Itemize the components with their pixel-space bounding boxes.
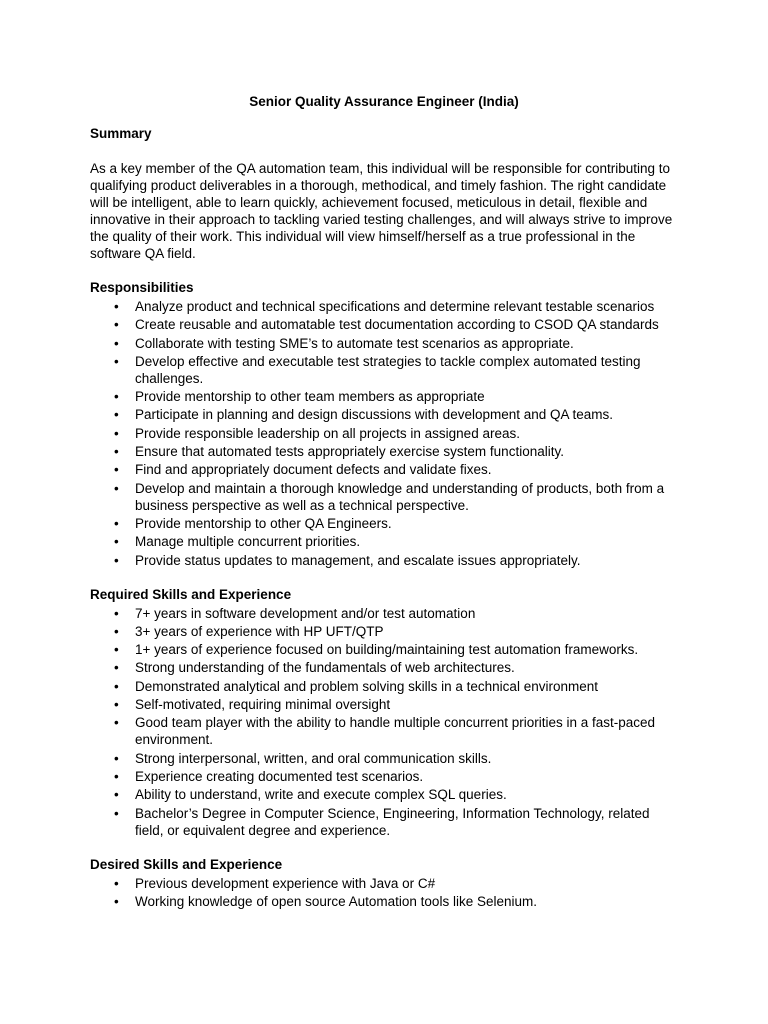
bullet-icon: •: [114, 787, 119, 803]
bullet-icon: •: [114, 750, 119, 766]
list-item-text: Develop effective and executable test strategies to tackle complex automated testing challenges.: [135, 353, 641, 386]
required-skills-heading: Required Skills and Experience: [90, 586, 292, 602]
list-item: [90, 696, 680, 713]
list-item: [90, 893, 680, 910]
list-item: [90, 480, 680, 514]
desired-skills-heading: Desired Skills and Experience: [90, 856, 283, 872]
list-item-text: Demonstrated analytical and problem solving skills in a technical environment: [135, 678, 598, 694]
list-item-text: Provide mentorship to other team members as appropriate: [135, 389, 485, 405]
list-item: [90, 678, 680, 695]
list-item-text: Provide responsible leadership on all projects in assigned areas.: [135, 425, 520, 441]
list-item-text: Experience creating documented test scenarios.: [135, 768, 424, 784]
list-item: [90, 316, 680, 333]
list-item: [90, 641, 680, 658]
bullet-icon: •: [114, 317, 119, 333]
responsibilities-heading: Responsibilities: [90, 280, 194, 295]
bullet-icon: •: [114, 715, 119, 731]
list-item-text: Bachelor’s Degree in Computer Science, Engineering, Information Technology, related field, or equivalent degree and experience.: [135, 805, 650, 838]
bullet-icon: •: [114, 697, 119, 713]
list-item-text: Ability to understand, write and execute complex SQL queries.: [135, 787, 507, 803]
list-item-text: Manage multiple concurrent priorities.: [135, 534, 361, 550]
bullet-icon: •: [114, 893, 119, 909]
bullet-icon: •: [114, 299, 119, 314]
list-item: [90, 623, 680, 640]
list-item-text: Develop and maintain a thorough knowledge and understanding of products, both from a business perspective as well as a technical perspective.: [135, 480, 665, 513]
bullet-icon: •: [114, 407, 119, 423]
bullet-icon: •: [114, 462, 119, 478]
list-item: [90, 443, 680, 460]
list-item: [90, 805, 680, 839]
list-item: [90, 335, 680, 352]
bullet-icon: •: [114, 875, 119, 891]
bullet-icon: •: [114, 444, 119, 460]
bullet-icon: •: [114, 480, 119, 496]
list-item-text: Strong interpersonal, written, and oral communication skills.: [135, 750, 492, 766]
list-item: [90, 552, 680, 569]
bullet-icon: •: [114, 605, 119, 621]
required-skills-list: [90, 605, 678, 839]
summary-heading: Summary: [90, 126, 152, 141]
bullet-icon: •: [114, 353, 119, 369]
list-item: [90, 515, 680, 532]
bullet-icon: •: [114, 389, 119, 405]
list-item: [90, 875, 680, 892]
responsibilities-list: [90, 298, 678, 569]
list-item: [90, 768, 680, 785]
bullet-icon: •: [114, 623, 119, 639]
list-item-text: 1+ years of experience focused on building/maintaining test automation frameworks.: [135, 642, 639, 658]
list-item-text: Find and appropriately document defects and validate fixes.: [135, 462, 492, 478]
list-item-text: Create reusable and automatable test documentation according to CSOD QA standards: [135, 317, 659, 333]
list-item-text: Analyze product and technical specifications and determine relevant testable scenarios: [135, 299, 655, 314]
list-item: [90, 659, 680, 676]
list-item-text: 7+ years in software development and/or test automation: [135, 605, 476, 621]
bullet-icon: •: [114, 660, 119, 676]
list-item-text: Ensure that automated tests appropriately exercise system functionality.: [135, 444, 564, 460]
desired-skills-list: [90, 875, 678, 910]
bullet-icon: •: [114, 642, 119, 658]
list-item: [90, 461, 680, 478]
bullet-icon: •: [114, 678, 119, 694]
summary-paragraph: As a key member of the QA automation team, this individual will be responsible for contributing to qualifying product deliverables in a thorough, methodical, and timely fashion. The right candidate will be intelligent, able to learn quickly, achievement focused, meticulous in detail, flexible and innovative in their approach to tackling varied testing challenges, and will always strive to improve the quality of their work. This individual will view himself/herself as a true professional in the software QA field.: [90, 161, 673, 261]
bullet-icon: •: [114, 335, 119, 351]
list-item-text: Provide status updates to management, and escalate issues appropriately.: [135, 552, 581, 568]
list-item-text: Participate in planning and design discussions with development and QA teams.: [135, 407, 614, 423]
list-item-text: Previous development experience with Java or C#: [135, 875, 436, 891]
list-item: [90, 533, 680, 550]
list-item: [90, 298, 680, 315]
bullet-icon: •: [114, 425, 119, 441]
list-item-text: Strong understanding of the fundamentals of web architectures.: [135, 660, 515, 676]
list-item-text: Provide mentorship to other QA Engineers.: [135, 515, 392, 531]
list-item: [90, 353, 680, 387]
bullet-icon: •: [114, 768, 119, 784]
list-item: [90, 786, 680, 803]
list-item-text: Working knowledge of open source Automation tools like Selenium.: [135, 893, 537, 909]
list-item: [90, 605, 680, 622]
document-title: Senior Quality Assurance Engineer (India): [249, 94, 519, 109]
bullet-icon: •: [114, 805, 119, 821]
list-item: [90, 406, 680, 423]
list-item-text: Good team player with the ability to handle multiple concurrent priorities in a fast-paced environment.: [135, 715, 656, 748]
list-item-text: Collaborate with testing SME’s to automate test scenarios as appropriate.: [135, 335, 574, 351]
list-item: [90, 714, 680, 748]
list-item-text: 3+ years of experience with HP UFT/QTP: [135, 623, 384, 639]
bullet-icon: •: [114, 534, 119, 550]
list-item: [90, 388, 680, 405]
bullet-icon: •: [114, 552, 119, 568]
list-item: [90, 425, 680, 442]
list-item-text: Self-motivated, requiring minimal oversight: [135, 697, 391, 713]
list-item: [90, 750, 680, 767]
bullet-icon: •: [114, 515, 119, 531]
